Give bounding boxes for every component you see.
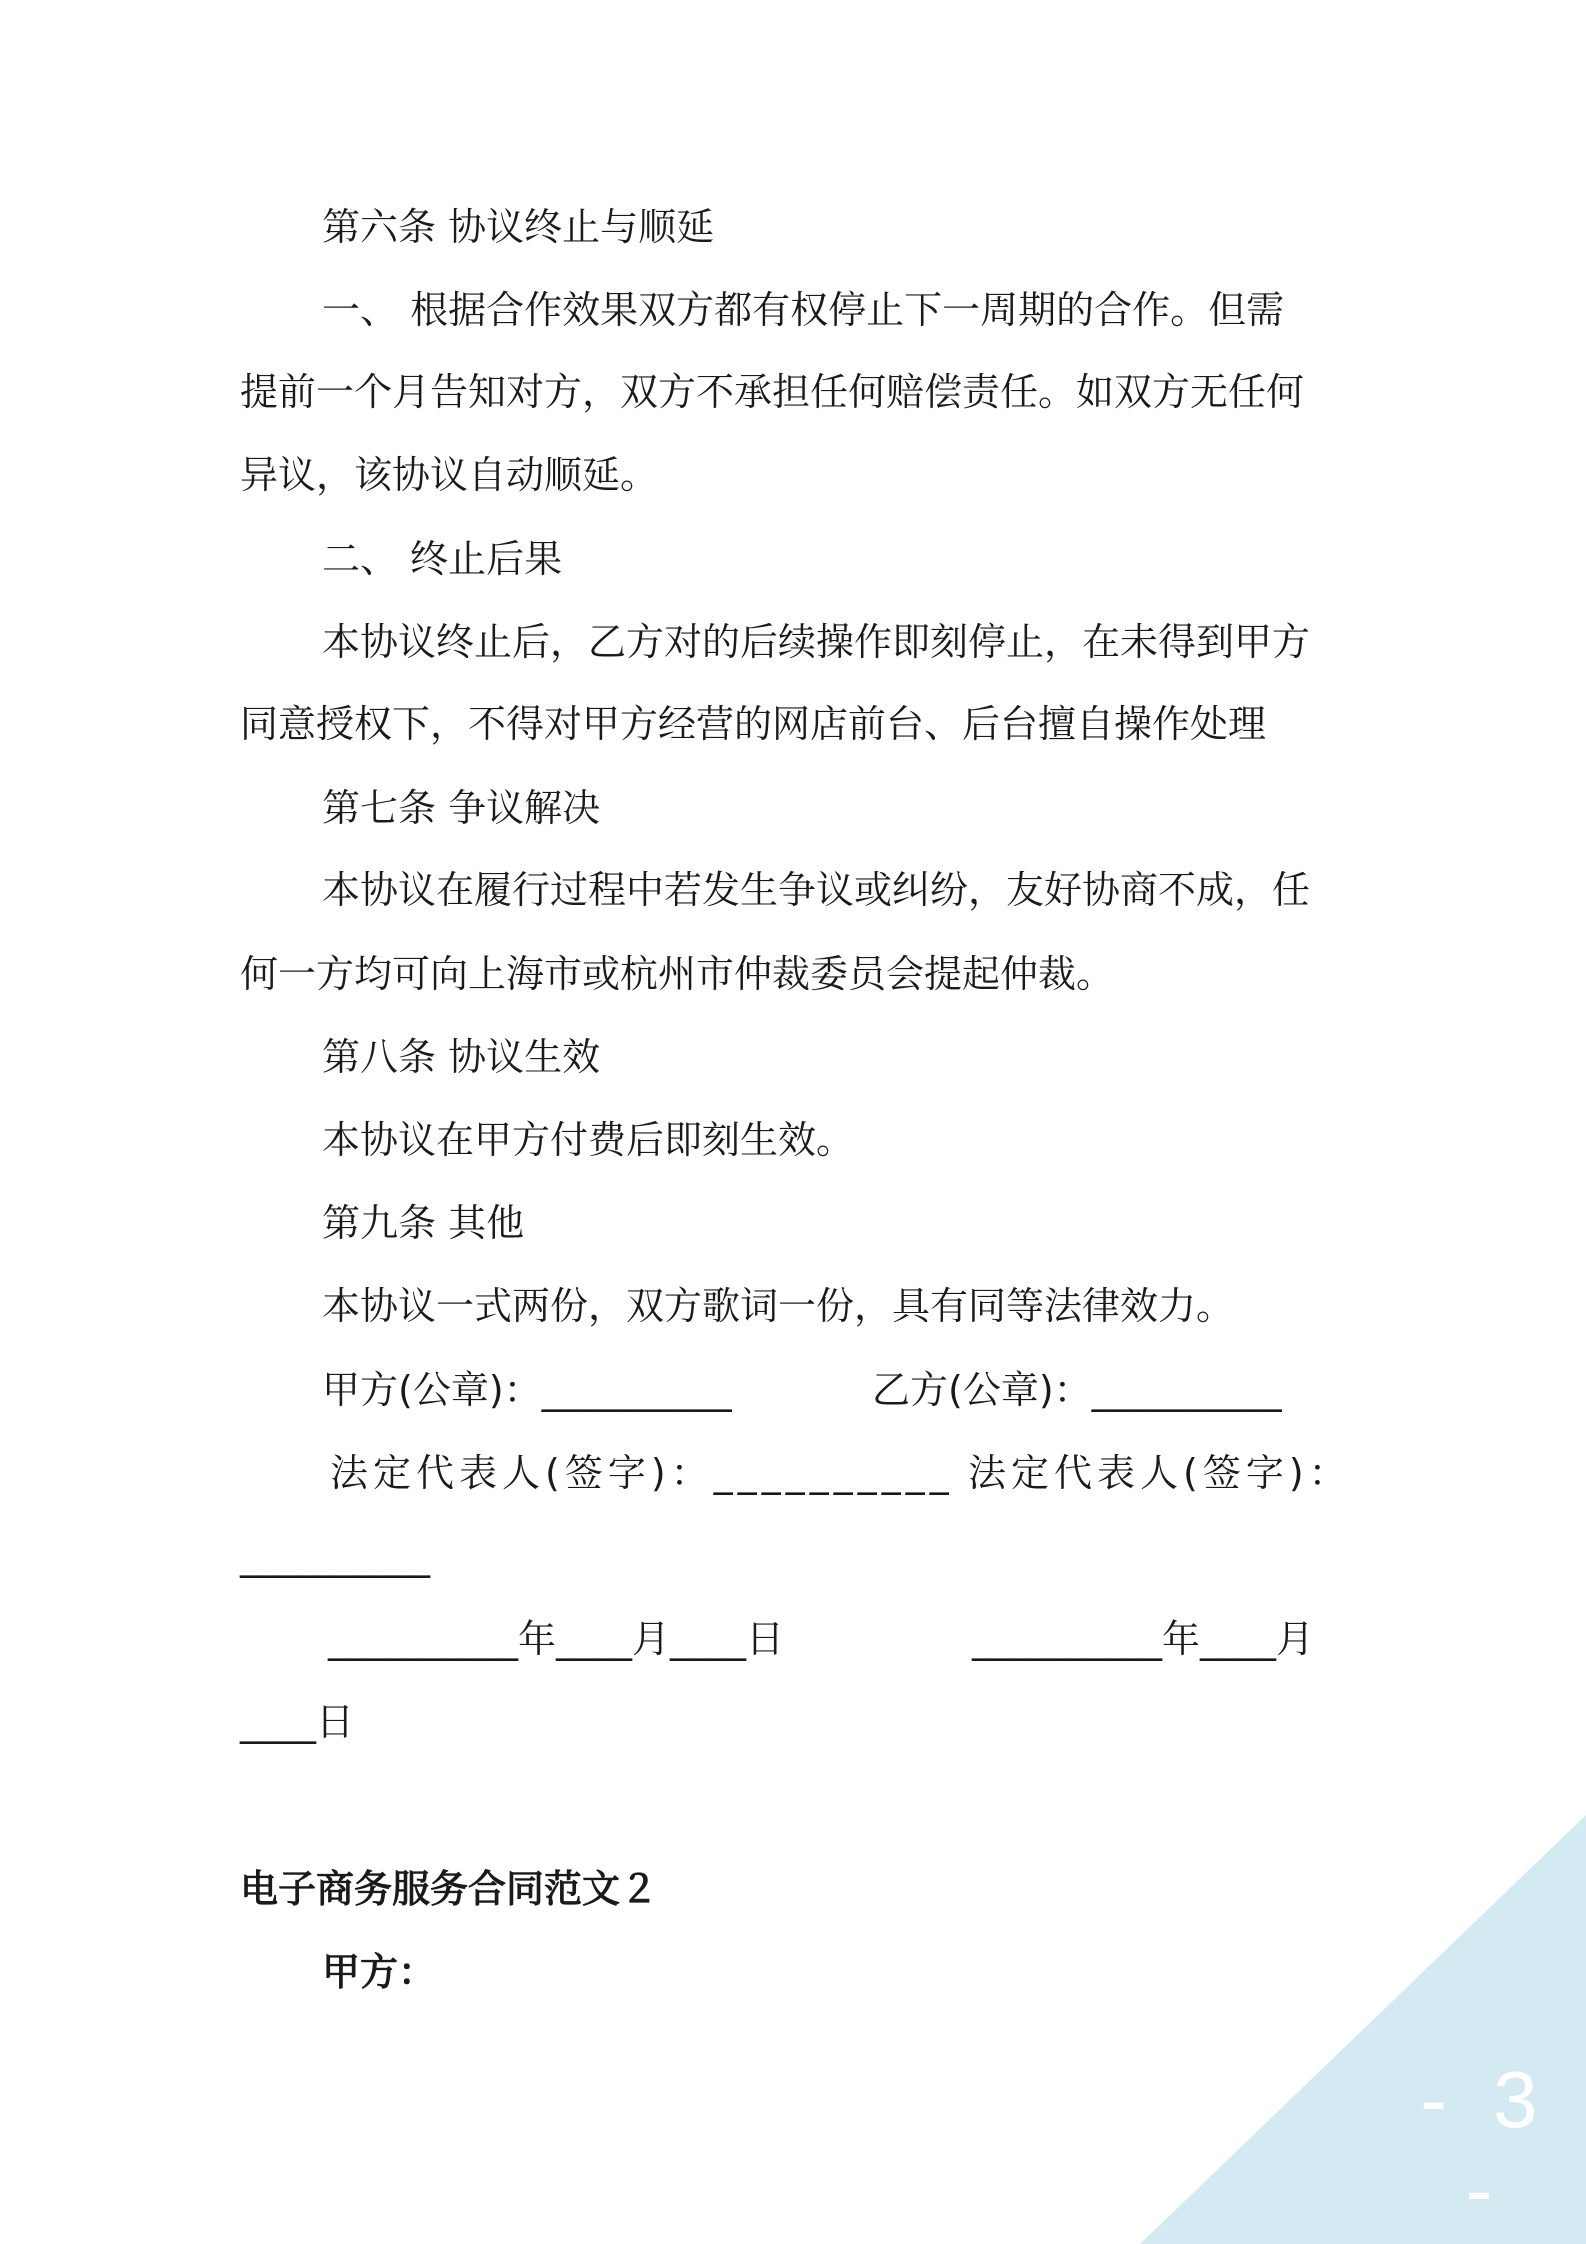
contract-2-title: 电子商务服务合同范文２ — [240, 1867, 659, 1911]
article-9-heading: 第九条 其他 — [322, 1201, 525, 1245]
contract-2-party-a: 甲方： — [322, 1950, 437, 1994]
article-6-heading: 第六条 协议终止与顺延 — [322, 205, 715, 249]
article-6-clause-1-line-3: 异议，该协议自动顺延。 — [240, 453, 659, 497]
party-a-seal-line: 甲方(公章)：__________ — [322, 1368, 732, 1412]
article-6-clause-2-heading: 二、 终止后果 — [322, 537, 563, 581]
party-b-date-day: ____日 — [240, 1700, 355, 1744]
party-a-date-line: __________年____月____日 — [328, 1617, 785, 1661]
article-7-heading: 第七条 争议解决 — [322, 786, 601, 830]
article-6-clause-1-line-2: 提前一个月告知对方，双方不承担任何赔偿责任。如双方无任何 — [240, 370, 1305, 414]
article-6-clause-1-line-1: 一、 根据合作效果双方都有权停止下一周期的合作。但需 — [322, 288, 1285, 332]
article-7-line-2: 何一方均可向上海市或杭州市仲裁委员会提起仲裁。 — [240, 952, 1115, 996]
article-6-clause-2-line-2: 同意授权下，不得对甲方经营的网店前台、后台擅自操作处理 — [240, 702, 1267, 746]
party-b-representative-blank: __________ — [240, 1534, 430, 1578]
article-8-heading: 第八条 协议生效 — [322, 1035, 601, 1079]
party-b-date-line: __________年____月 — [972, 1617, 1315, 1661]
party-a-representative-line: 法定代表人(签字)：__________ — [330, 1451, 954, 1495]
article-7-line-1: 本协议在履行过程中若发生争议或纠纷，友好协商不成，任 — [322, 868, 1311, 912]
page-number: - 3 - — [1420, 2055, 1550, 2234]
article-8-line-1: 本协议在甲方付费后即刻生效。 — [322, 1118, 855, 1162]
article-6-clause-2-line-1: 本协议终止后，乙方对的后续操作即刻停止，在未得到甲方 — [322, 620, 1311, 664]
article-9-line-1: 本协议一式两份，双方歌词一份，具有同等法律效力。 — [322, 1284, 1235, 1328]
party-b-representative-label: 法定代表人(签字)： — [968, 1451, 1352, 1495]
party-b-seal-line: 乙方(公章)：__________ — [872, 1368, 1282, 1412]
